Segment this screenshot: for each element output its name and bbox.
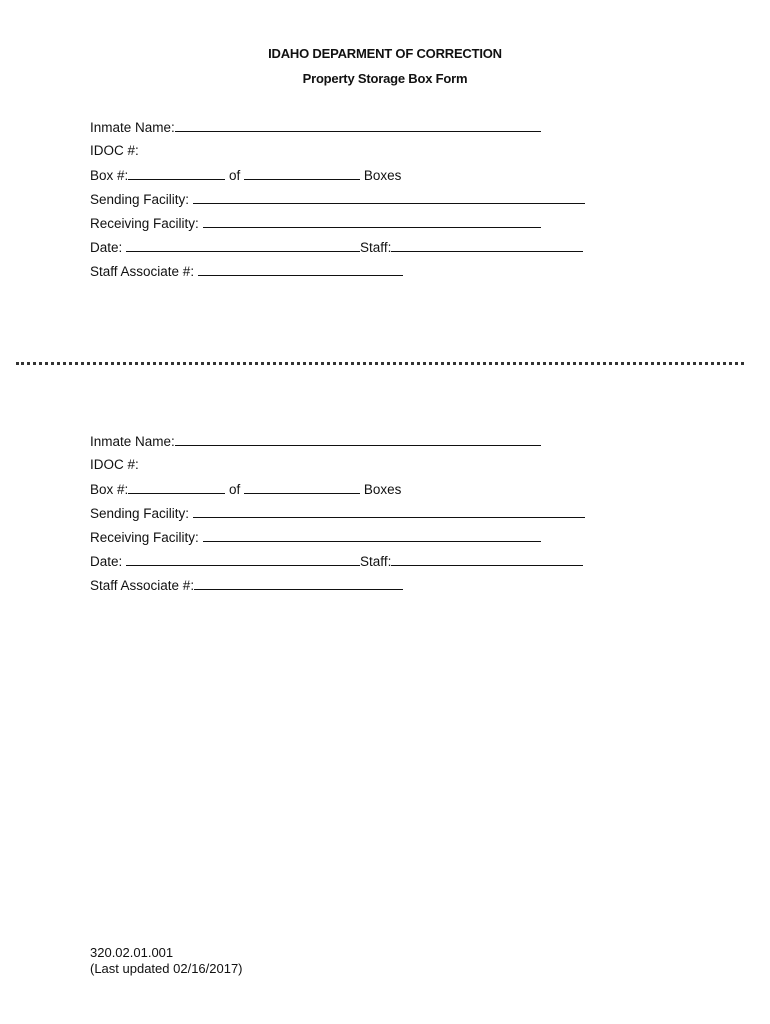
box-row — [90, 480, 401, 498]
box-row — [90, 166, 401, 184]
inmate-name-row — [90, 432, 541, 450]
staff-field[interactable] — [391, 552, 583, 566]
box-number-label: Box #: — [90, 168, 129, 183]
receiving-facility-row — [90, 528, 541, 546]
document-title: IDAHO DEPARMENT OF CORRECTION — [268, 46, 502, 61]
sending-facility-label: Sending Facility: — [90, 192, 190, 207]
idoc-label: IDOC #: — [90, 457, 139, 472]
form-number: 320.02.01.001 — [90, 945, 174, 960]
box-number-label: Box #: — [90, 482, 129, 497]
receiving-facility-row — [90, 214, 541, 232]
idoc-row — [90, 456, 139, 474]
last-updated-note: (Last updated 02/16/2017) — [90, 961, 243, 976]
box-total-field[interactable] — [244, 166, 360, 180]
inmate-name-row — [90, 118, 541, 136]
receiving-facility-field[interactable] — [203, 528, 541, 542]
box-number-field[interactable] — [128, 480, 225, 494]
date-label: Date: — [90, 240, 123, 255]
document-subtitle: Property Storage Box Form — [302, 71, 468, 86]
sending-facility-row — [90, 190, 585, 208]
boxes-label: Boxes — [363, 168, 402, 183]
receiving-facility-field[interactable] — [203, 214, 541, 228]
date-staff-row — [90, 238, 583, 256]
sending-facility-field[interactable] — [193, 504, 585, 518]
inmate-name-label: Inmate Name: — [90, 120, 175, 135]
sending-facility-row — [90, 504, 585, 522]
staff-label: Staff: — [360, 240, 392, 255]
footer — [90, 945, 243, 977]
staff-associate-field[interactable] — [194, 576, 403, 590]
idoc-label: IDOC #: — [90, 143, 139, 158]
staff-associate-field[interactable] — [198, 262, 403, 276]
staff-associate-label: Staff Associate #: — [90, 578, 195, 593]
receiving-facility-label: Receiving Facility: — [90, 216, 199, 231]
inmate-name-label: Inmate Name: — [90, 434, 175, 449]
boxes-label: Boxes — [363, 482, 402, 497]
staff-label: Staff: — [360, 554, 392, 569]
idoc-row — [90, 142, 139, 160]
receiving-facility-label: Receiving Facility: — [90, 530, 199, 545]
date-staff-row — [90, 552, 583, 570]
inmate-name-field[interactable] — [175, 118, 541, 132]
of-label: of — [229, 482, 241, 497]
staff-associate-row — [90, 262, 403, 280]
staff-field[interactable] — [391, 238, 583, 252]
staff-associate-label: Staff Associate #: — [90, 264, 195, 279]
staff-associate-row — [90, 576, 403, 594]
cut-line-divider — [16, 362, 744, 365]
date-field[interactable] — [126, 238, 360, 252]
sending-facility-field[interactable] — [193, 190, 585, 204]
sending-facility-label: Sending Facility: — [90, 506, 190, 521]
date-label: Date: — [90, 554, 123, 569]
date-field[interactable] — [126, 552, 360, 566]
box-number-field[interactable] — [128, 166, 225, 180]
of-label: of — [229, 168, 241, 183]
inmate-name-field[interactable] — [175, 432, 541, 446]
box-total-field[interactable] — [244, 480, 360, 494]
